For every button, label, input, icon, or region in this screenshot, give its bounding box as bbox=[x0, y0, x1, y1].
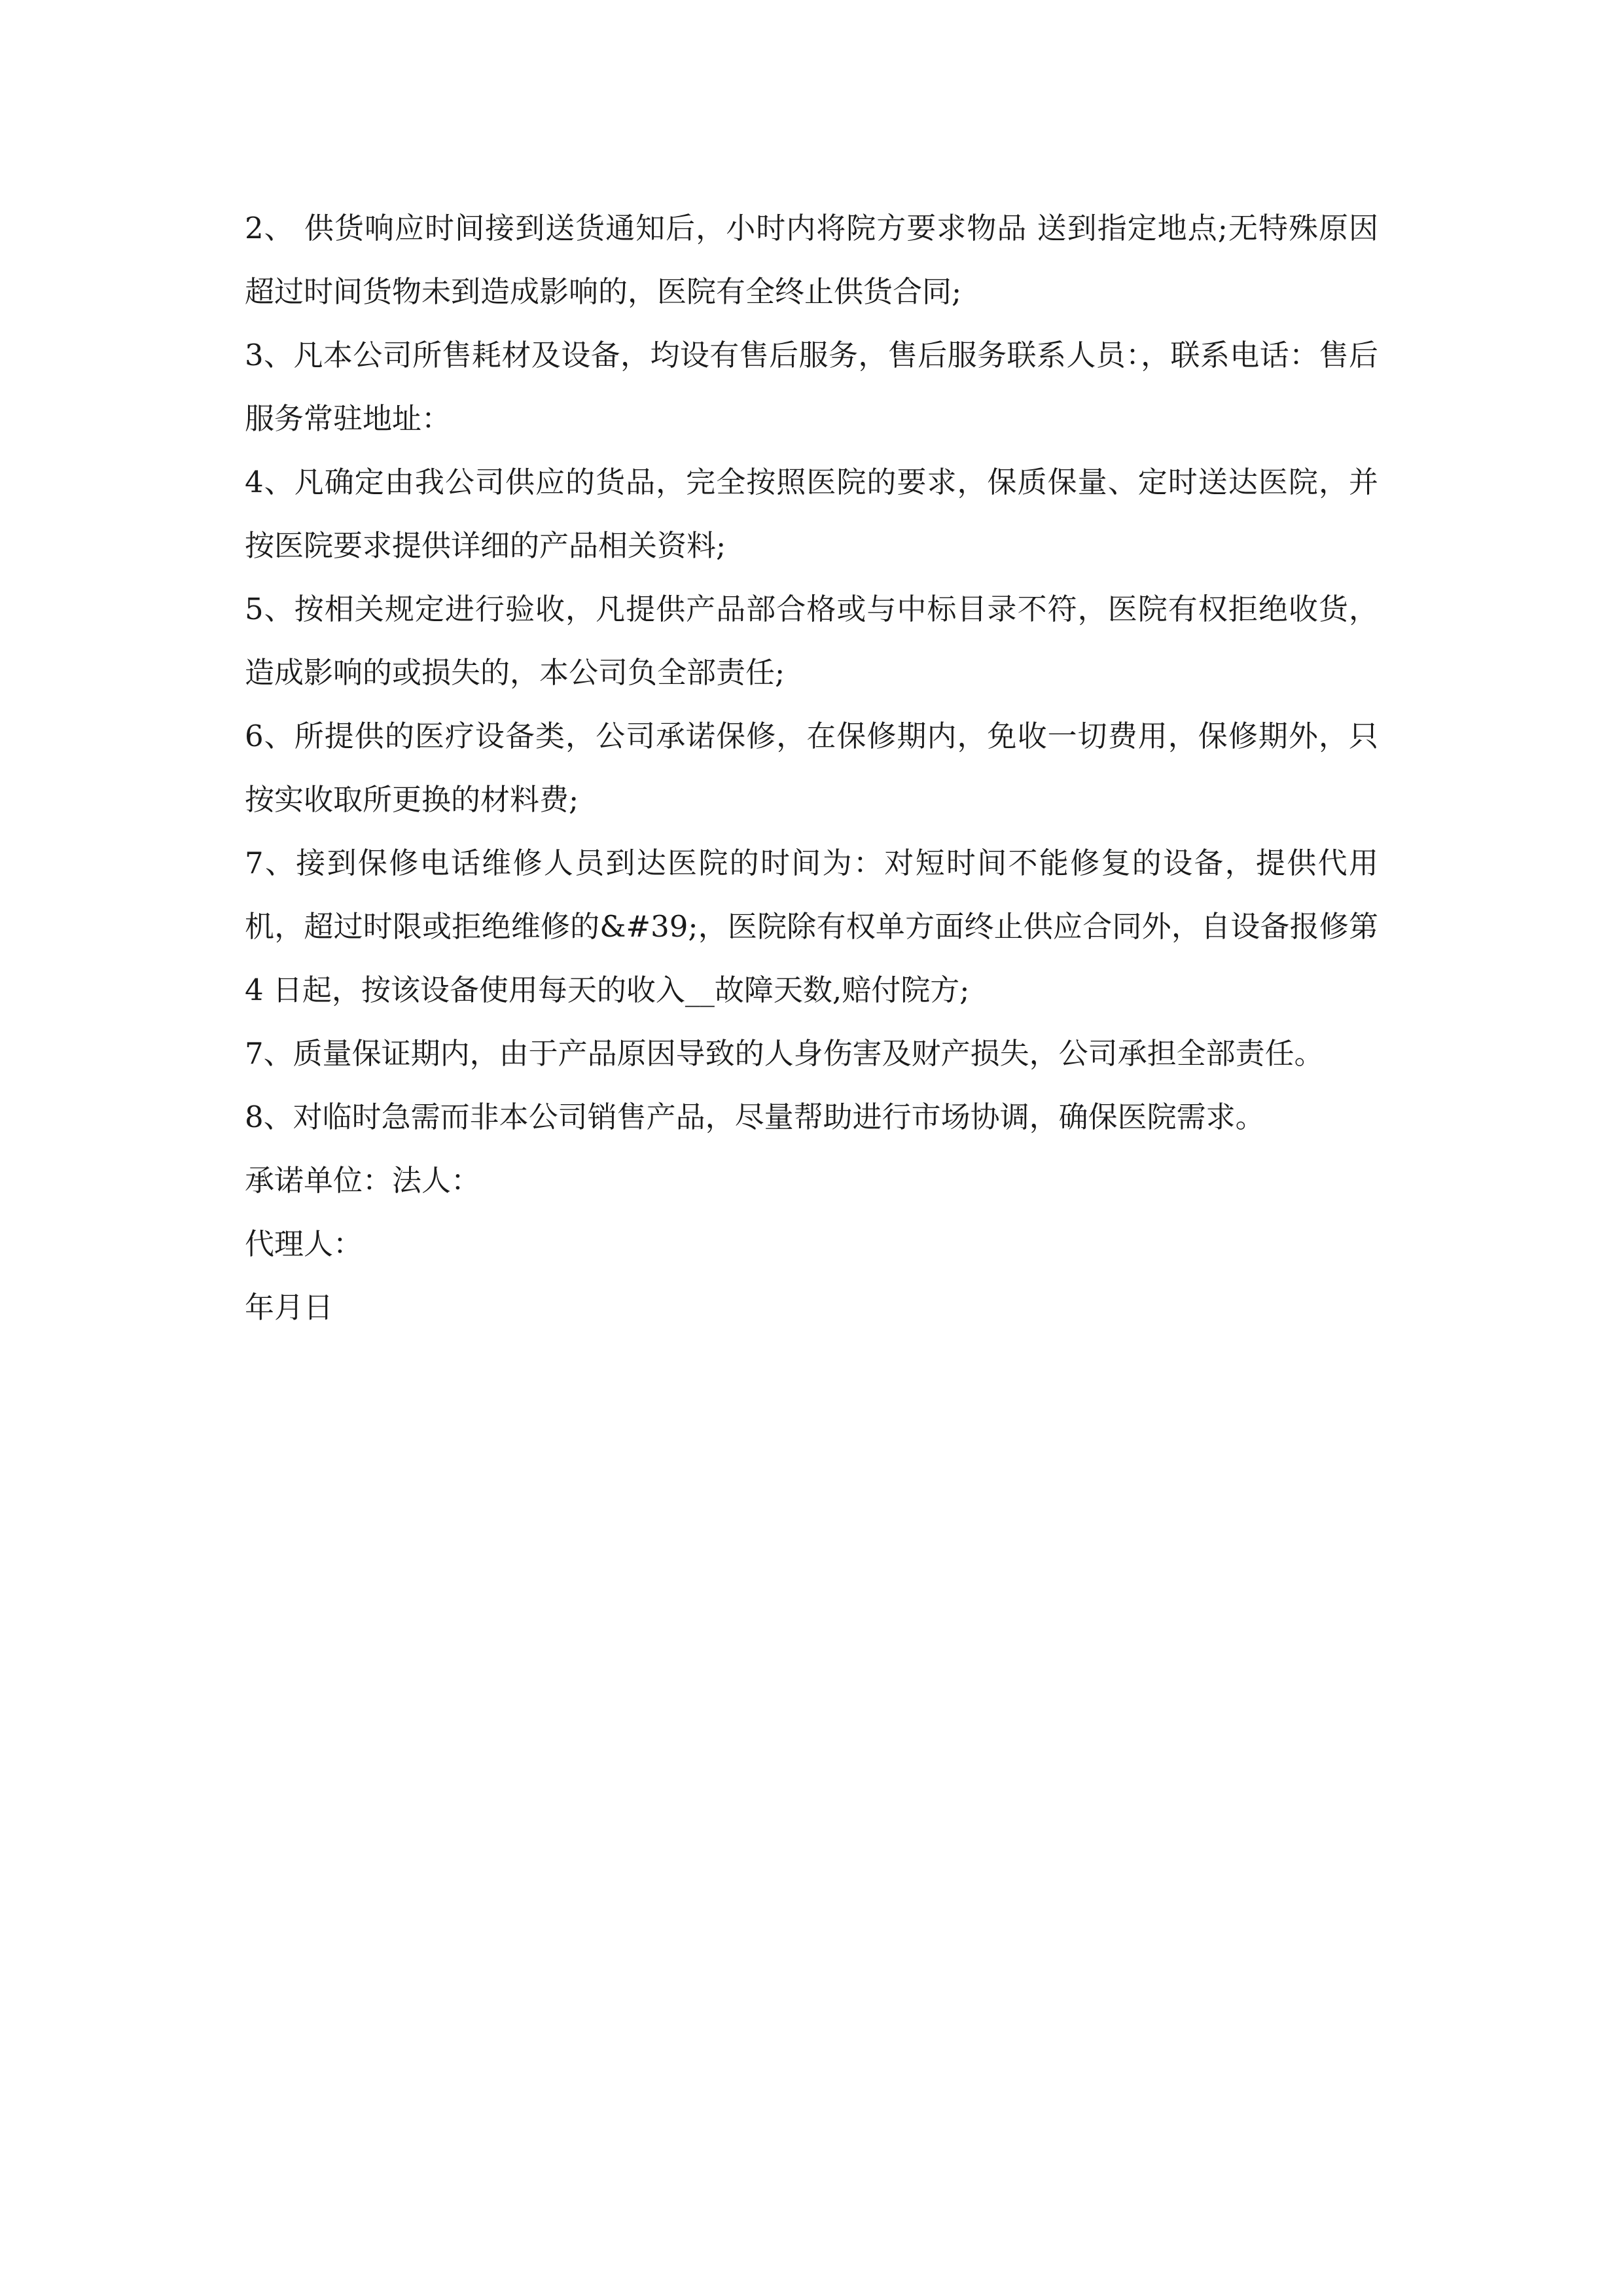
signature-date-line: 年月日 bbox=[245, 1290, 334, 1325]
clause-2: 2、 供货响应时间接到送货通知后，小时内将院方要求物品 送到指定地点;无特殊原因超过时间货物未到造成影响的，医院有全终止供货合同; bbox=[245, 211, 1378, 309]
clause-3: 3、凡本公司所售耗材及设备，均设有售后服务，售后服务联系人员：，联系电话：售后服务常驻地址： bbox=[245, 338, 1378, 436]
signature-agent-line: 代理人： bbox=[245, 1227, 363, 1261]
clause-8: 8、对临时急需而非本公司销售产品，尽量帮助进行市场协调，确保医院需求。 bbox=[245, 1100, 1265, 1134]
clause-7-quality: 7、质量保证期内，由于产品原因导致的人身伤害及财产损失，公司承担全部责任。 bbox=[245, 1036, 1324, 1071]
clause-5: 5、按相关规定进行验收，凡提供产品部合格或与中标目录不符，医院有权拒绝收货，造成影响的或损失的，本公司负全部责任; bbox=[245, 592, 1378, 690]
clause-6: 6、所提供的医疗设备类，公司承诺保修，在保修期内，免收一切费用，保修期外，只按实收取所更换的材料费; bbox=[245, 719, 1378, 817]
signature-unit-line: 承诺单位：法人： bbox=[245, 1163, 481, 1198]
clause-7-repair: 7、接到保修电话维修人员到达医院的时间为：对短时间不能修复的设备，提供代用机，超过时限或拒绝维修的&#39;，医院除有权单方面终止供应合同外，自设备报修第 4 日起，按该设备使用每天的收入__故障天数,赔付院方; bbox=[245, 846, 1378, 1007]
document-body bbox=[245, 196, 1378, 1339]
clause-4: 4、凡确定由我公司供应的货品，完全按照医院的要求，保质保量、定时送达医院，并按医院要求提供详细的产品相关资料; bbox=[245, 465, 1378, 563]
